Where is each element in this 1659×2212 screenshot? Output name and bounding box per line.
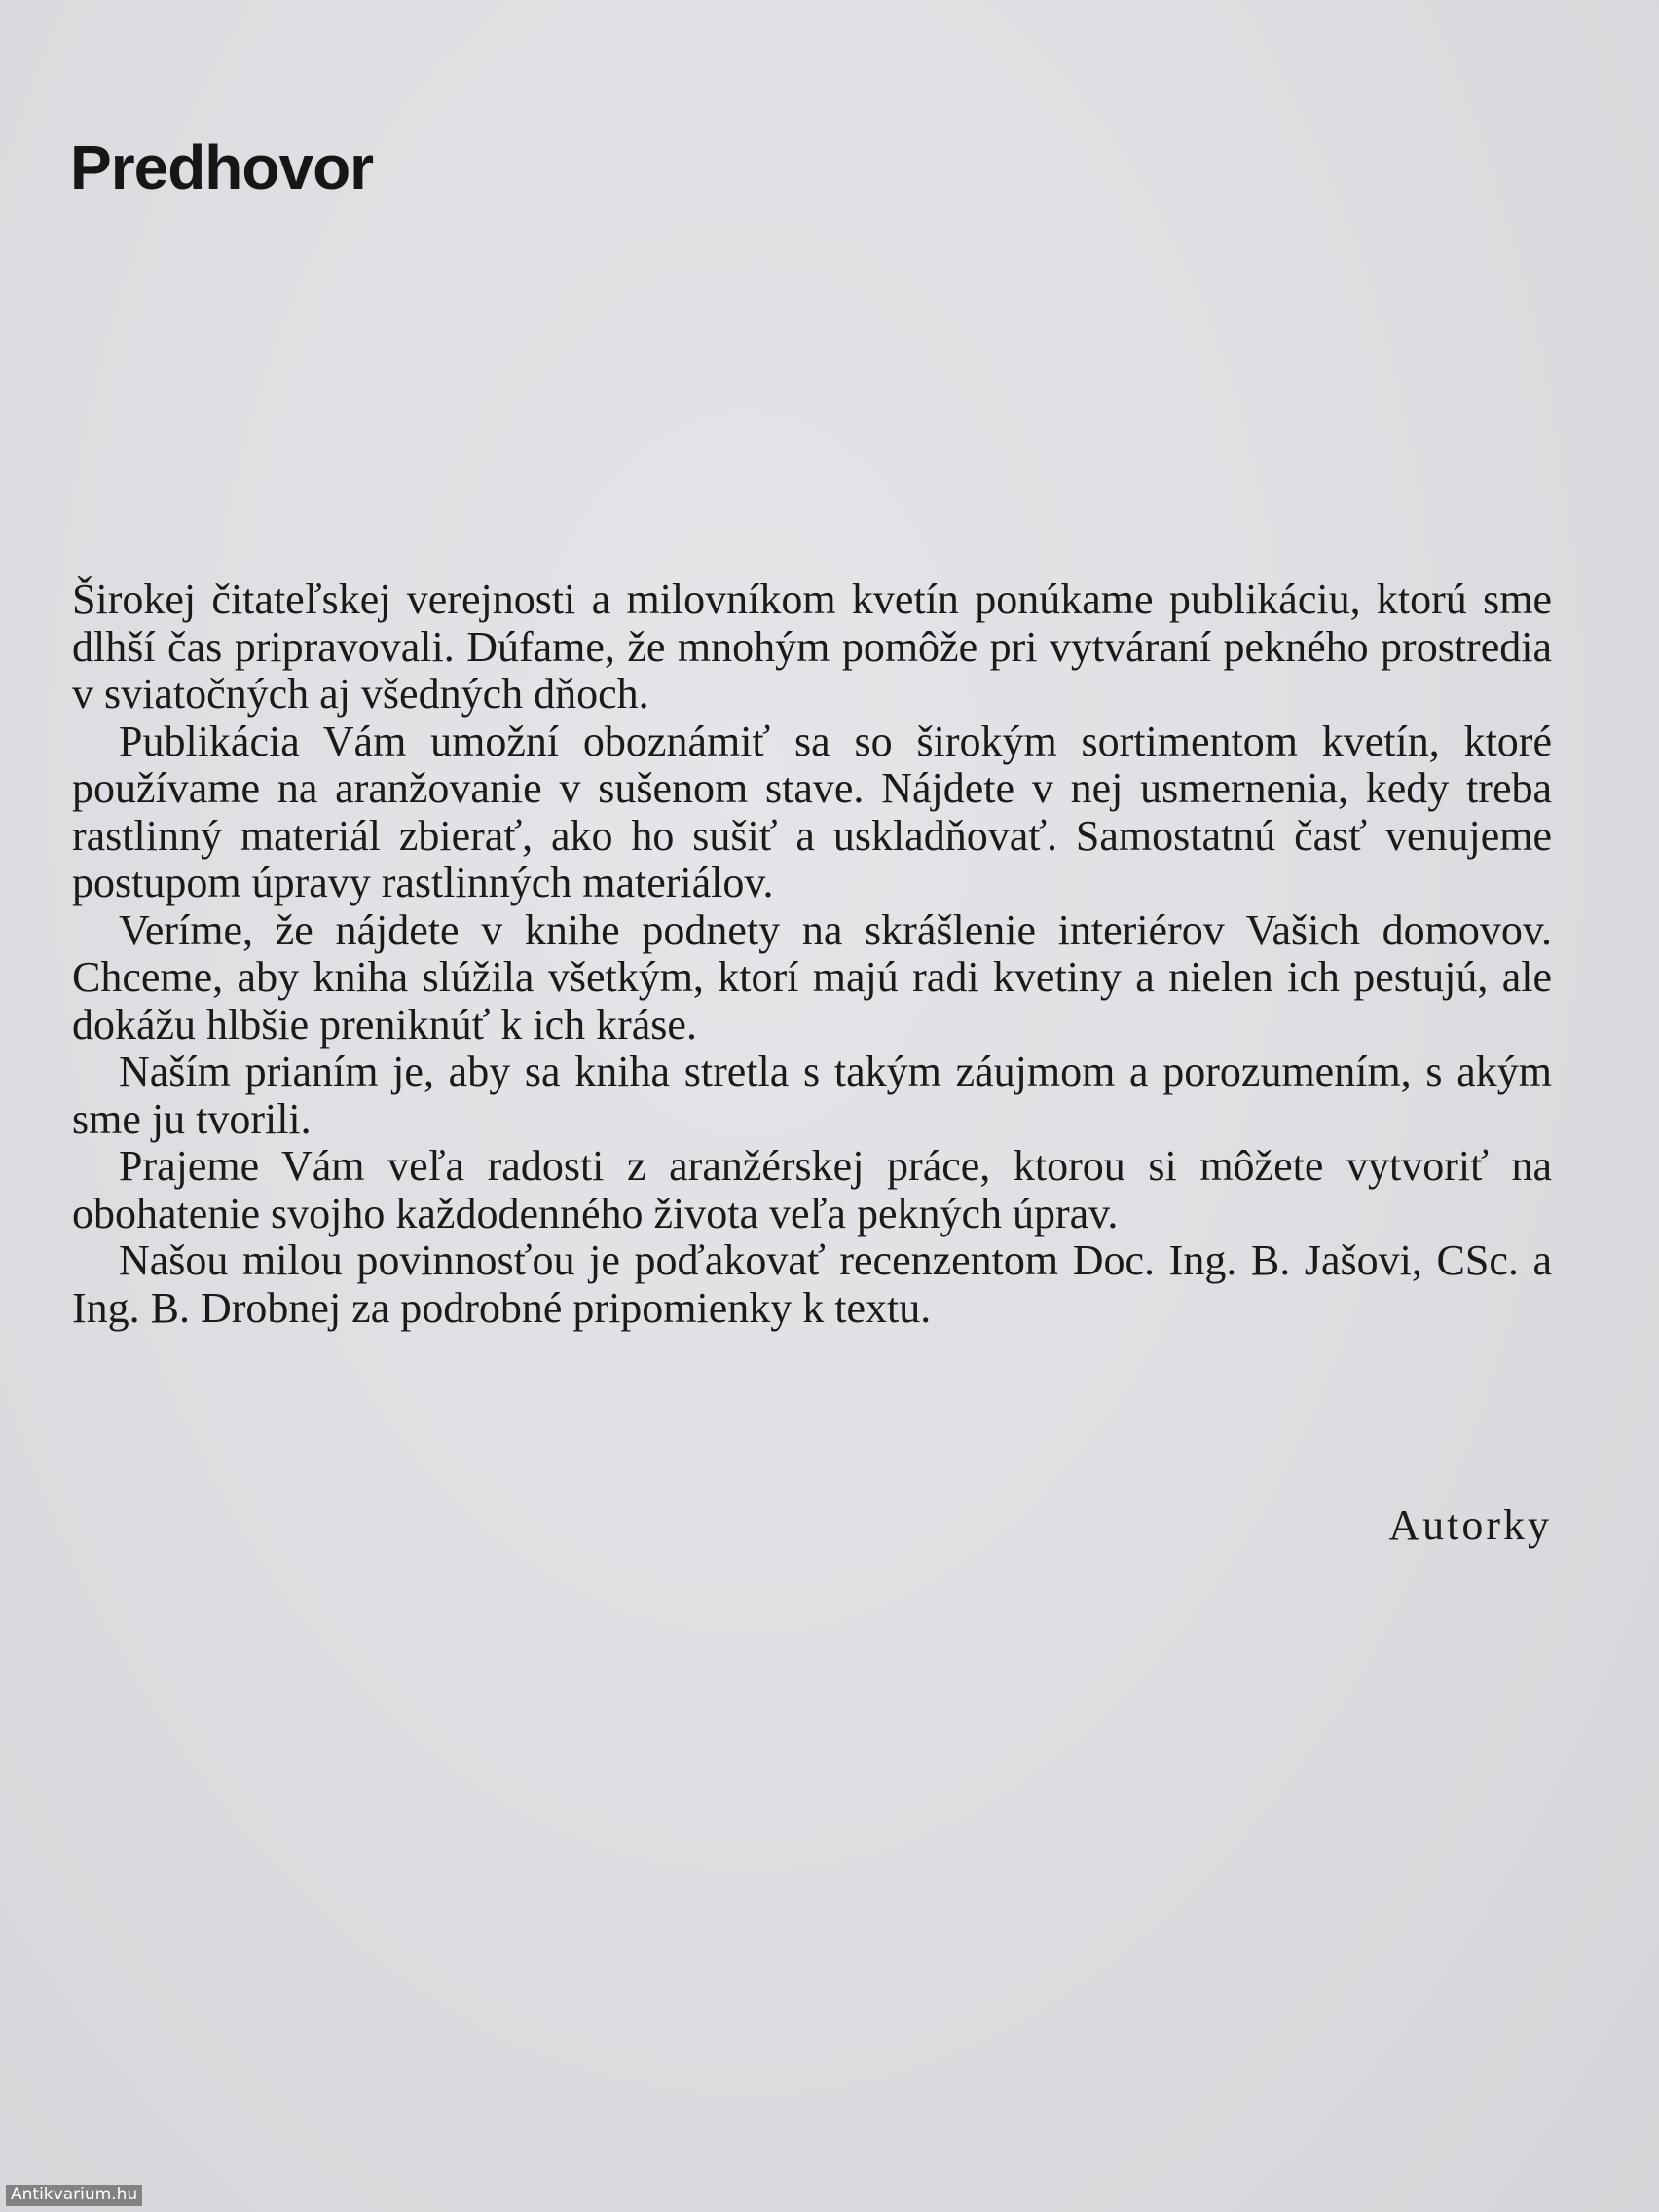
paragraph-2: Publikácia Vám umožní oboznámiť sa so širokým sortimentom kvetín, ktoré používame na aranžovanie v sušenom stave. Nájdete v nej usmernenia, kedy treba rastlinný materiál zbierať, ako ho sušiť a uskladňovať. Samostatnú časť venujeme postupom úpravy rastlinných materiálov. — [72, 717, 1552, 906]
paragraph-1: Širokej čitateľskej verejnosti a milovníkom kvetín ponúkame publikáciu, ktorú sme dlhší čas pripravovali. Dúfame, že mnohým pomôže pri vytváraní pekného prostredia v sviatočných aj všedných dňoch. — [72, 575, 1552, 718]
paragraph-6: Našou milou povinnosťou je poďakovať recenzentom Doc. Ing. B. Jašovi, CSc. a Ing. B. Drobnej za podrobné pripomienky k textu. — [72, 1236, 1552, 1332]
signature: Autorky — [1388, 1501, 1552, 1549]
paragraph-3: Veríme, že nájdete v knihe podnety na skrášlenie interiérov Vašich domovov. Chceme, aby kniha slúžila všetkým, ktorí majú radi kvetiny a nielen ich pestujú, ale dokážu hlbšie preniknúť k ich kráse. — [72, 905, 1552, 1049]
paragraph-4: Naším prianím je, aby sa kniha stretla s takým záujmom a porozumením, s akým sme ju tvorili. — [72, 1048, 1552, 1143]
page-heading: Predhovor — [70, 132, 374, 203]
preface-body — [72, 576, 1552, 1332]
paragraph-5: Prajeme Vám veľa radosti z aranžérskej práce, ktorou si môžete vytvoriť na obohatenie svojho každodenného života veľa pekných úprav. — [72, 1142, 1552, 1237]
watermark-label: Antikvarium.hu — [6, 2185, 142, 2206]
